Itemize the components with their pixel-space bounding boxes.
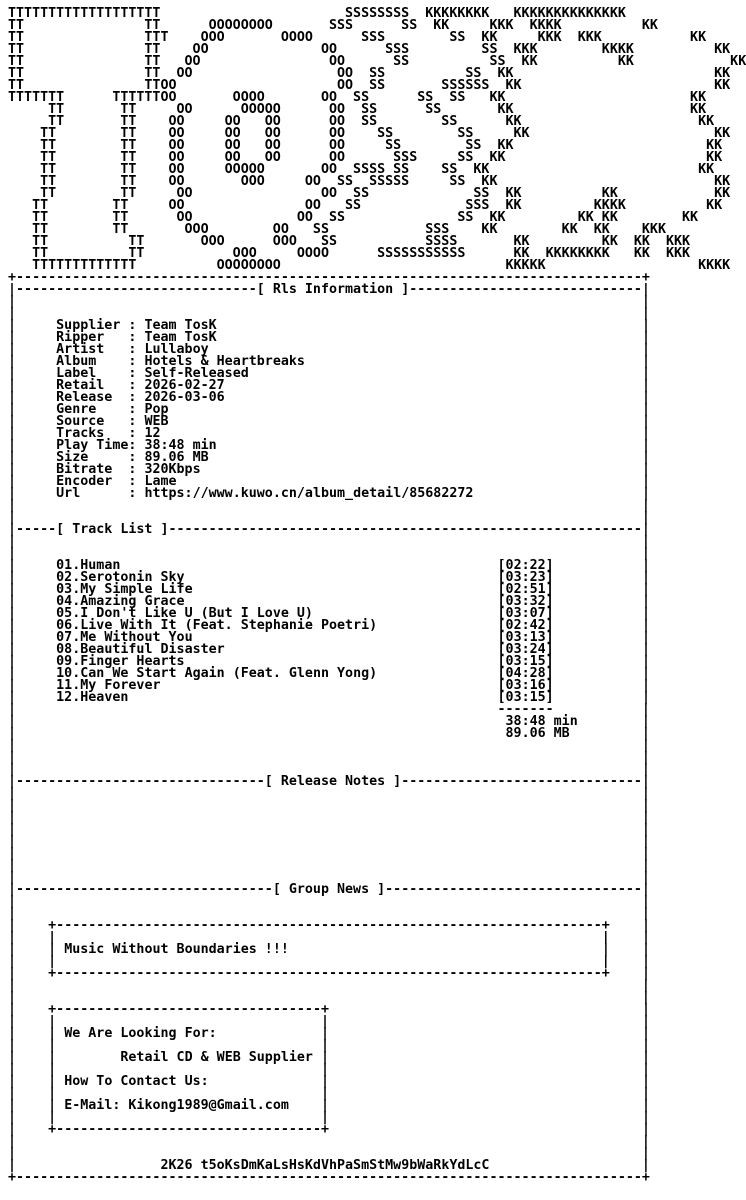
logo-art-line: TT TTOO OO SS SSSSSS KK KK [8, 78, 731, 93]
totals-rule: ------- [497, 702, 554, 717]
info-value: https://www.kuwo.cn/album_detail/85682272 [144, 486, 474, 501]
info-value: Lame [144, 474, 177, 489]
info-value: Pop [144, 402, 169, 417]
recruit-label: We Are Looking For: [64, 1026, 217, 1041]
logo-art-line: TT TT OO OOOOO OO SSSS SS SS KK KK [8, 162, 715, 177]
track-number: 12 [56, 690, 73, 705]
track-number: 01 [56, 558, 73, 573]
section-header-track-list: [ Track List ] [56, 522, 169, 537]
track-duration: [03:24] [497, 642, 554, 657]
track-title: Can We Start Again (Feat. Glenn Yong) [80, 666, 378, 681]
info-key: Genre [56, 402, 129, 417]
group-greetings: 2K26 t5oKsDmKaLsHsKdVhPaSmStMw9bWaRkYdLcC [160, 1158, 490, 1173]
info-key: Encoder [56, 474, 129, 489]
info-key: Release [56, 390, 129, 405]
info-key: Tracks [56, 426, 129, 441]
logo-art-line: TT TTT OOO OOOO SSS SS KK KKK KKK KK [8, 30, 707, 45]
track-number: 07 [56, 630, 73, 645]
contact-label: How To Contact Us: [64, 1074, 209, 1089]
info-value: 320Kbps [144, 462, 201, 477]
track-title: Live With It (Feat. Stephanie Poetri) [80, 618, 378, 633]
info-key: Label [56, 366, 129, 381]
contact-email: E-Mail: Kikong1989@Gmail.com [64, 1098, 289, 1113]
track-duration: [02:42] [497, 618, 554, 633]
logo-art-line: TT TT OOO OOO SS SSSS KK KK KK KKK [8, 234, 691, 249]
track-number: 03 [56, 582, 73, 597]
info-value: Hotels & Heartbreaks [144, 354, 305, 369]
track-duration: [03:32] [497, 594, 554, 609]
info-key: Supplier [56, 318, 129, 333]
track-duration: [03:23] [497, 570, 554, 585]
total-size: 89.06 MB [505, 726, 570, 741]
track-title: Finger Hearts [80, 654, 185, 669]
track-duration: [03:15] [497, 654, 554, 669]
logo-art-line: TT TT OOO OO SS SSS KK KK KK KKK [8, 222, 666, 237]
logo-art-line: TT TT OO OOOOO OO SS SS KK KK [8, 102, 707, 117]
track-title: Beautiful Disaster [80, 642, 225, 657]
recruit-value: Retail CD & WEB Supplier [120, 1050, 313, 1065]
info-key: Artist [56, 342, 129, 357]
group-slogan: Music Without Boundaries !!! [64, 942, 289, 957]
logo-art-line: TT TT OO OO SS SS KK KK KK [8, 54, 746, 69]
track-title: Heaven [80, 690, 129, 705]
info-value: Team TosK [144, 318, 217, 333]
track-number: 04 [56, 594, 73, 609]
logo-art-line: TT TT OO OO OO OO SSS SS KK KK [8, 150, 723, 165]
info-key: Url [56, 486, 129, 501]
logo-art-line: TT TT OO OO SS SS KK KK KK [8, 186, 731, 201]
track-number: 10 [56, 666, 73, 681]
logo-art-line: TT TT OO OO OO OO SS SS KK KK [8, 138, 723, 153]
logo-art-line: TT TT OO OO SS SS KK KK KK KK [8, 210, 699, 225]
info-key: Retail [56, 378, 129, 393]
logo-art-line: TTTTTTTTTTTTT OOOOOOOO KKKKK KKKK [8, 258, 731, 273]
section-header-rls-info: [ Rls Information ] [256, 282, 410, 297]
track-duration: [02:22] [497, 558, 554, 573]
info-value: 12 [144, 426, 161, 441]
track-duration: [02:51] [497, 582, 554, 597]
track-title: My Forever [80, 678, 161, 693]
logo-art-line: TT TT OO OO SS SSS KK KKKK KK [8, 198, 723, 213]
track-duration: [03:16] [497, 678, 554, 693]
logo-art-line: TT TT OO OO SS SS KK KK [8, 66, 731, 81]
track-number: 08 [56, 642, 73, 657]
logo-art-line: TTTTTTT TTTTTTOO OOOO OO SS SS SS KK KK [8, 90, 707, 105]
track-duration: [03:07] [497, 606, 554, 621]
track-title: Me Without You [80, 630, 193, 645]
track-title: My Simple Life [80, 582, 193, 597]
track-number: 09 [56, 654, 73, 669]
info-key: Source [56, 414, 129, 429]
track-title: Serotonin Sky [80, 570, 185, 585]
logo-art-line: TT TT OOO OOOO SSSSSSSSSSS KK KKKKKKKK KK KKK [8, 246, 691, 261]
info-key: Size [56, 450, 129, 465]
bottom-border: +------------------------------------------------------------------------------+ [8, 1170, 650, 1185]
info-value: WEB [144, 414, 169, 429]
section-header-group-news: [ Group News ] [272, 882, 386, 897]
track-duration: [03:15] [497, 690, 554, 705]
info-key: Bitrate [56, 462, 129, 477]
info-value: 2026-03-06 [144, 390, 225, 405]
track-duration: [04:28] [497, 666, 554, 681]
logo-art-line: TT TT OO OO SSS SS KKK KKKK KK [8, 42, 731, 57]
nfo-document: TTTTTTTTTTTTTTTTTTT SSSSSSSS KKKKKKKK KKKKKKKKKKKKKK TT TT OOOOOOOO SSS SS KK KKK KKKK KK TT TTT OOO OOOO SSS SS KK KKK KKK KK TT TT OO OO SSS SS KKK KKKK KK TT TT OO OO SS SS KK KK KK TT TT OO OO SS SS KK KK TT TTOO OO SS SSSSSS KK KK TTTTTTT TTTTTTOO OOOO OO SS SS SS KK KK TT TT OO OOOOO OO SS SS KK KK TT TT OO OO OO OO SS SS KK KK TT TT OO OO OO OO SS SS KK KK TT TT OO OO OO OO SS SS KK KK TT TT OO OO OO OO SSS SS KK KK TT TT OO OOOOO OO SSSS SS SS KK KK TT TT OO OOO OO SS SSSSS SS KK KK TT TT OO OO SS SS KK KK KK TT TT OO OO SS SSS KK KKKK KK TT TT OO OO SS SS KK KK KK KK TT TT OOO OO SS SSS KK KK KK KKK TT TT OOO OOO SS SSSS KK KK KK KKK TT TT OOO OOOO SSSSSSSSSSS KK KKKKKKKK KK KKK TTTTTTTTTTTTT OOOOOOOO KKKKK KKKK +------------------------------------------------------------------------------+ |------------------------------[ Rls Information ]-----------------------------| | | | | | Supplier : Team TosK | | Ripper : Team TosK | | Artist : Lullaboy | | Album : Hotels & Heartbreaks | | Label : Self-Released | | Retail : 2026-02-27 | | Release : 2026-03-06 | | Genre : Pop | | Source : WEB | | Tracks : 12 | | Play Time: 38:48 min | | Size : 89.06 MB | | Bitrate : 320Kbps | | Encoder : Lame | | Url : https://www.kuwo.cn/album_detail/85682272 | | | | | |-----[ Track List ]-----------------------------------------------------------| | | | | | 01.Human [02:22] | | 02.Serotonin Sky [03:23] | | 03.My Simple Life [02:51] | | 04.Amazing Grace [03:32] | | 05.I Don't Like U (But I Love U) [03:07] | | 06.Live With It (Feat. Stephanie Poetri) [02:42] | | 07.Me Without You [03:13] | | 08.Beautiful Disaster [03:24] | | 09.Finger Hearts [03:15] | | 10.Can We Start Again (Feat. Glenn Yong) [04:28] | | 11.My Forever [03:16] | | 12.Heaven [03:15] | | ------- | | 38:48 min | | 89.06 MB | | | | | | | |-------------------------------[ Release Notes ]------------------------------| | | | | | | | | | | | | | | | | |--------------------------------[ Group News ]--------------------------------| | | | | | +--------------------------------------------------------------------+ | | | | | | | Music Without Boundaries !!! | | | | | | | +--------------------------------------------------------------------+ | | | | | | +---------------------------------+ | | | | | | | We Are Looking For: | | | | | | | | Retail CD & WEB Supplier | | | | | | | | How To Contact Us: | | | | | | | | E-Mail: Kikong1989@Gmail.com | | | | | | | +---------------------------------+ | | | | | | 2K26 t5oKsDmKaLsHsKdVhPaSmStMw9bWaRkYdLcC | +------------------------------------------------------------------------------+ [8, 6, 746, 1185]
info-key: Album [56, 354, 129, 369]
info-value: 2026-02-27 [144, 378, 225, 393]
logo-art-line: TT TT OO OO OO OO SS SS KK KK [8, 114, 715, 129]
track-number: 05 [56, 606, 73, 621]
track-title: I Don't Like U (But I Love U) [80, 606, 313, 621]
info-value: Self-Released [144, 366, 249, 381]
info-value: Lullaboy [144, 342, 209, 357]
logo-art-line: TT TT OO OO OO OO SS SS KK KK [8, 126, 731, 141]
info-value: Team TosK [144, 330, 217, 345]
logo-art-line: TT TT OOOOOOOO SSS SS KK KKK KKKK KK [8, 18, 658, 33]
logo-art-line: TT TT OO OOO OO SS SSSSS SS KK KK [8, 174, 731, 189]
info-key: Ripper [56, 330, 129, 345]
info-value: 38:48 min [144, 438, 217, 453]
track-number: 02 [56, 570, 73, 585]
top-border: +------------------------------------------------------------------------------+ [8, 270, 650, 285]
track-duration: [03:13] [497, 630, 554, 645]
total-play-time: 38:48 min [505, 714, 578, 729]
track-title: Amazing Grace [80, 594, 185, 609]
info-value: 89.06 MB [144, 450, 209, 465]
logo-art-line: TTTTTTTTTTTTTTTTTTT SSSSSSSS KKKKKKKK KKKKKKKKKKKKKK [8, 6, 626, 21]
info-key: Play Time [56, 438, 129, 453]
section-header-release-notes: [ Release Notes ] [264, 774, 402, 789]
track-title: Human [80, 558, 121, 573]
track-number: 06 [56, 618, 73, 633]
track-number: 11 [56, 678, 73, 693]
